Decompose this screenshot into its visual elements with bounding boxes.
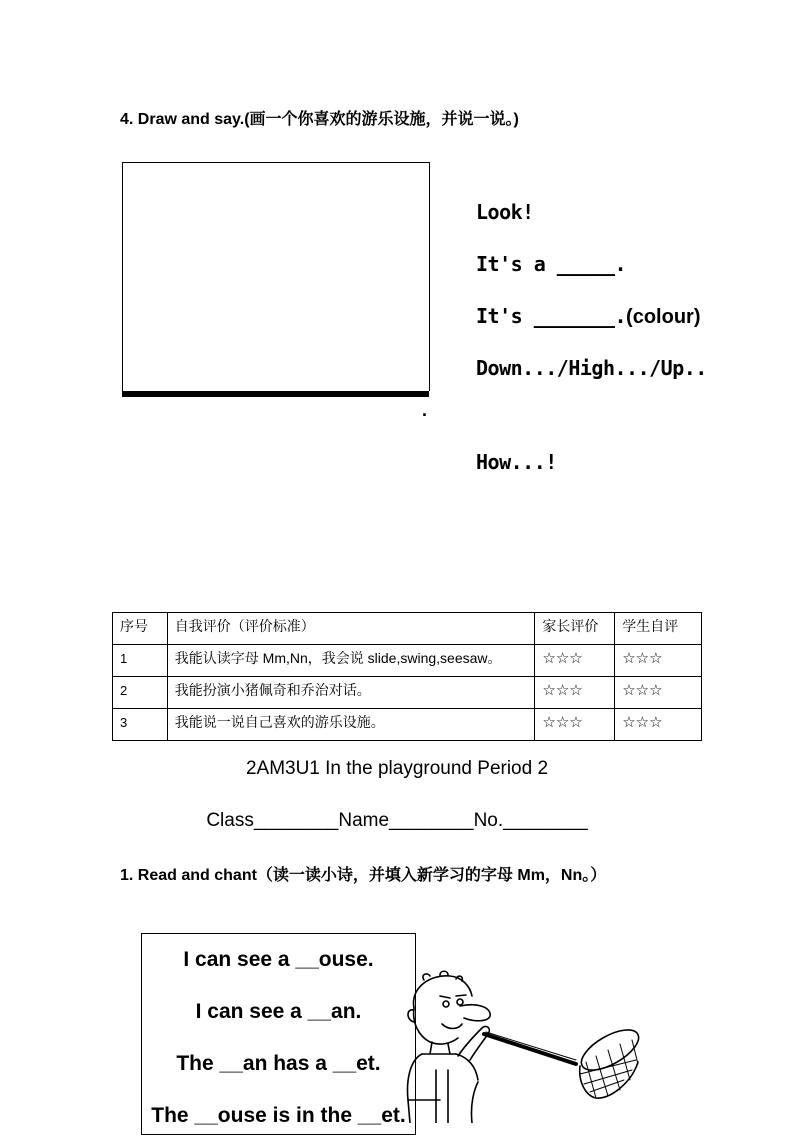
table-header: 学生自评 <box>615 613 702 645</box>
say-line-colour <box>476 304 700 329</box>
star-rating[interactable]: ☆☆☆ <box>535 677 615 709</box>
say-line-colour-blank: It's _______. <box>476 304 627 328</box>
table-row <box>113 677 702 709</box>
table-cell: 我能扮演小猪佩奇和乔治对话。 <box>167 677 535 709</box>
table-header: 自我评价（评价标准） <box>167 613 535 645</box>
chant-line[interactable]: I can see a __ouse. <box>183 948 374 971</box>
say-line-down-high-up: Down.../High.../Up.. <box>476 356 707 380</box>
table-cell: 1 <box>113 645 168 677</box>
question-1-title: 1. Read and chant（读一读小诗，并填入新学习的字母 Mm，Nn。） <box>120 867 607 884</box>
stray-dot: . <box>422 400 428 420</box>
evaluation-table <box>112 612 702 741</box>
say-line-look: Look! <box>476 200 534 224</box>
question-4-title: 4. Draw and say.(画一个你喜欢的游乐设施，并说一说。) <box>120 111 519 128</box>
say-line-its-a: It's a _____. <box>476 252 627 276</box>
drawing-box[interactable] <box>122 162 430 391</box>
star-rating[interactable]: ☆☆☆ <box>615 709 702 741</box>
say-line-how: How...! <box>476 450 557 474</box>
star-rating[interactable]: ☆☆☆ <box>615 677 702 709</box>
table-cell: 2 <box>113 677 168 709</box>
table-row <box>113 645 702 677</box>
chant-line[interactable]: I can see a __an. <box>195 1000 362 1023</box>
table-header: 家长评价 <box>535 613 615 645</box>
say-line-colour-hint: (colour) <box>626 306 701 328</box>
chant-line[interactable]: The __ouse is in the __et. <box>151 1104 406 1127</box>
table-row <box>113 709 702 741</box>
star-rating[interactable]: ☆☆☆ <box>535 645 615 677</box>
table-cell: 我能说一说自己喜欢的游乐设施。 <box>167 709 535 741</box>
chant-line[interactable]: The __an has a __et. <box>176 1052 381 1075</box>
table-header-row <box>113 613 702 645</box>
table-cell: 3 <box>113 709 168 741</box>
star-rating[interactable]: ☆☆☆ <box>535 709 615 741</box>
table-header: 序号 <box>113 613 168 645</box>
star-rating[interactable]: ☆☆☆ <box>615 645 702 677</box>
drawing-box-base <box>122 391 429 397</box>
period-title: 2AM3U1 In the playground Period 2 <box>245 758 549 779</box>
man-with-butterfly-net-illustration <box>400 970 650 1123</box>
table-cell: 我能认读字母 Mm,Nn，我会说 slide,swing,seesaw。 <box>167 645 535 677</box>
class-name-number-line[interactable]: Class________Name________No.________ <box>206 810 588 831</box>
